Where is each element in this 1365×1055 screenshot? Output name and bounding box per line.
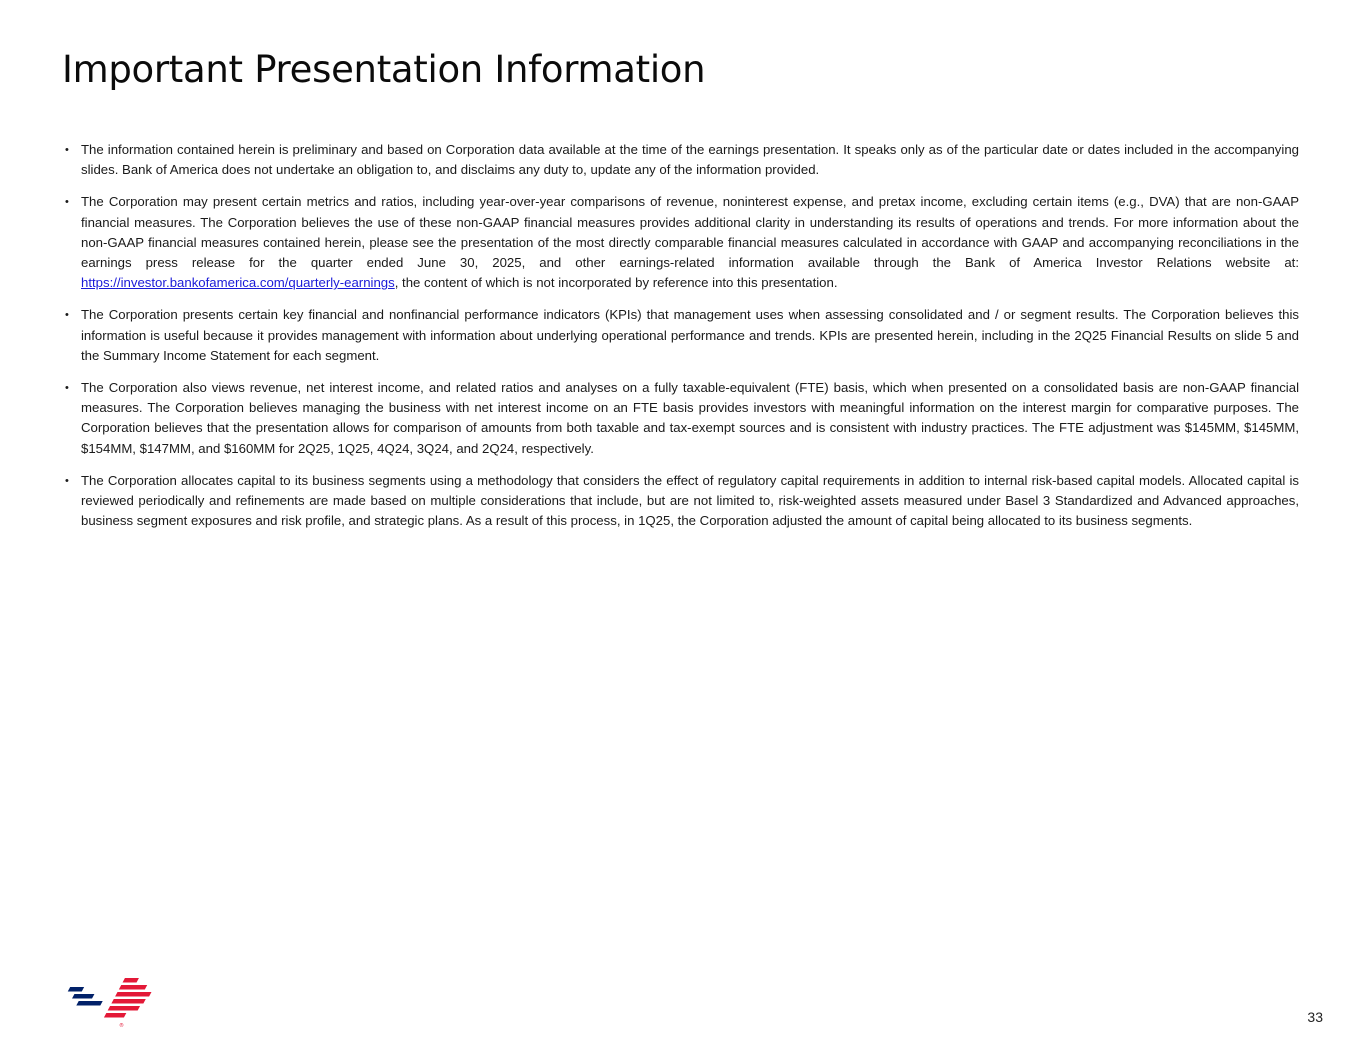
logo-red-stripe (108, 1006, 140, 1011)
logo-blue-stripe (68, 987, 84, 992)
investor-relations-link[interactable]: https://investor.bankofamerica.com/quarterly-earnings (81, 275, 395, 291)
bullet-dot-icon: • (65, 382, 69, 395)
bullet-dot-icon: • (65, 196, 69, 209)
logo-red-stripe (111, 999, 145, 1004)
bullet-item-fte-basis (62, 378, 1299, 459)
page-title: Important Presentation Information (62, 48, 706, 91)
bullet-item-preliminary-info (62, 140, 1299, 180)
bank-of-america-flag-logo-icon (64, 976, 160, 1028)
bullet-text: The Corporation may present certain metrics and ratios, including year-over-year comparisons of revenue, noninterest expense, and pretax income, excluding certain items (e.g., DVA) that are non-GAAP financial measures. The Corporation believes the use of these non-GAAP financial measures provides additional clarity in understanding its results of operations and trends. For more information about the non-GAAP financial measures contained herein, please see the presentation of the most directly comparable financial measures calculated in accordance with GAAP and accompanying reconciliations in the earnings press release for the quarter ended June 30, 2025, and other earnings-related information available through the Bank of America Investor Relations website at: (81, 194, 1299, 271)
bullet-text: The information contained herein is preliminary and based on Corporation data available at the time of the earnings presentation. It speaks only as of the particular date or dates included in the accompanying slides. Bank of America does not undertake an obligation to, and disclaims any duty to, update any of the information provided. (81, 142, 1299, 178)
logo-red-stripe (123, 978, 139, 983)
logo-blue-stripe (72, 994, 94, 999)
bullet-dot-icon: • (65, 309, 69, 322)
bullet-text: The Corporation also views revenue, net interest income, and related ratios and analyses on a fully taxable-equivalent (FTE) basis, which when presented on a consolidated basis are non-GAAP financial measures. The Corporation believes managing the business with net interest income on an FTE basis provides investors with meaningful information on the interest margin for comparative purposes. The Corporation believes that the presentation allows for comparison of amounts from both taxable and tax-exempt sources and is consistent with industry practices. The FTE adjustment was $145MM, $145MM, $154MM, $147MM, and $160MM for 2Q25, 1Q25, 4Q24, 3Q24, and 2Q24, respectively. (81, 380, 1299, 456)
page-number: 33 (1307, 1009, 1323, 1025)
bullet-item-allocated-capital (62, 471, 1299, 532)
bullet-text: The Corporation allocates capital to its business segments using a methodology that considers the effect of regulatory capital requirements in addition to internal risk-based capital models. Allocated capital is reviewed periodically and refinements are made based on multiple considerations that include, but are not limited to, risk-weighted assets measured under Basel 3 Standardized and Advanced approaches, business segment exposures and risk profile, and strategic plans. As a result of this process, in 1Q25, the Corporation adjusted the amount of capital being allocated to its business segments. (81, 472, 1299, 529)
bullet-text: The Corporation presents certain key financial and nonfinancial performance indicators (KPIs) that management uses when assessing consolidated and / or segment results. The Corporation believes this information is useful because it provides management with information about underlying operational performance and trends. KPIs are presented herein, including in the 2Q25 Financial Results on slide 5 and the Summary Income Statement for each segment. (81, 307, 1299, 363)
disclosure-bullet-list (62, 140, 1299, 543)
bullet-item-non-gaap (62, 192, 1299, 293)
logo-red-stripe (104, 1013, 126, 1018)
bullet-item-kpis (62, 305, 1299, 366)
bullet-dot-icon: • (65, 144, 69, 156)
logo-red-stripe (119, 985, 147, 990)
logo-red-stripe (115, 992, 151, 997)
logo-blue-stripe (76, 1001, 102, 1006)
registered-mark: ® (119, 1023, 124, 1028)
bullet-dot-icon: • (65, 474, 69, 487)
bullet-text-continued: , the content of which is not incorporated by reference into this presentation. (394, 275, 838, 291)
